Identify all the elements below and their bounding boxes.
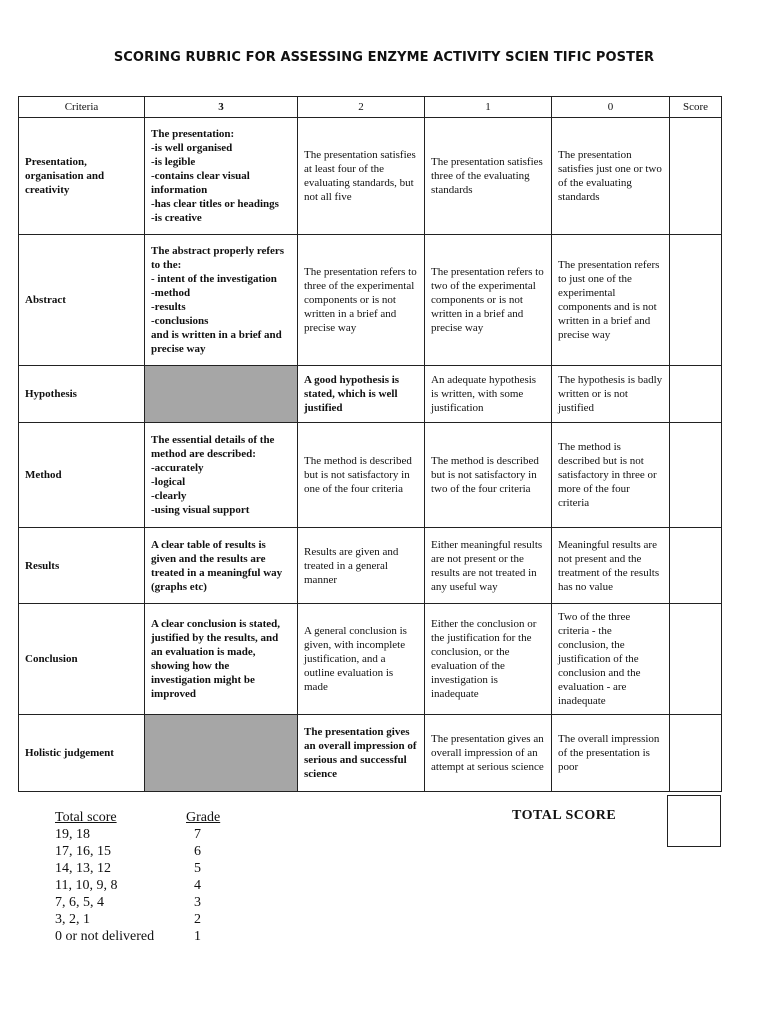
criteria-cell: Holistic judgement — [19, 715, 145, 792]
grade-value: 3 — [194, 895, 201, 910]
criteria-cell: Hypothesis — [19, 366, 145, 423]
level-1-cell: The presentation refers to two of the experimental components or is not written in a brief and precise way — [425, 235, 552, 366]
level-3-cell-empty — [145, 715, 298, 792]
level-2-cell: Results are given and treated in a general manner — [298, 528, 425, 604]
grade-value: 5 — [194, 861, 201, 876]
score-range: 0 or not delivered — [55, 929, 155, 944]
total-score-column — [55, 809, 185, 945]
level-3-cell: A clear conclusion is stated, justified by the results, and an evaluation is made, showing how the investigation might be improved — [145, 604, 298, 715]
header-2: 2 — [298, 97, 425, 118]
level-0-cell: The presentation refers to just one of the experimental components and is not written in a brief and precise way — [552, 235, 670, 366]
level-0-cell: The hypothesis is badly written or is not justified — [552, 366, 670, 423]
table-row — [19, 604, 722, 715]
criteria-cell: Abstract — [19, 235, 145, 366]
header-0: 0 — [552, 97, 670, 118]
score-cell[interactable] — [670, 528, 722, 604]
score-range: 17, 16, 15 — [55, 844, 111, 859]
score-range: 7, 6, 5, 4 — [55, 895, 104, 910]
table-row — [19, 715, 722, 792]
level-1-cell: The method is described but is not satisfactory in two of the four criteria — [425, 423, 552, 528]
level-2-cell: The presentation refers to three of the experimental components or is not written in a brief and precise way — [298, 235, 425, 366]
score-range: 19, 18 — [55, 827, 90, 842]
header-1: 1 — [425, 97, 552, 118]
score-cell[interactable] — [670, 235, 722, 366]
score-cell[interactable] — [670, 366, 722, 423]
level-0-cell: The presentation satisfies just one or two of the evaluating standards — [552, 118, 670, 235]
score-range: 3, 2, 1 — [55, 912, 90, 927]
level-0-cell: The method is described but is not satisfactory in three or more of the four criteria — [552, 423, 670, 528]
score-range: 14, 13, 12 — [55, 861, 111, 876]
level-1-cell: The presentation satisfies three of the evaluating standards — [425, 118, 552, 235]
level-3-cell-empty — [145, 366, 298, 423]
header-row — [19, 97, 722, 118]
grade-column — [186, 809, 246, 945]
level-3-cell: The essential details of the method are described: -accurately -logical -clearly -using visual support — [145, 423, 298, 528]
table-row — [19, 118, 722, 235]
header-3: 3 — [145, 97, 298, 118]
score-range: 11, 10, 9, 8 — [55, 878, 118, 893]
level-2-cell: A good hypothesis is stated, which is well justified — [298, 366, 425, 423]
total-score-box[interactable] — [667, 795, 721, 847]
grade-value: 7 — [194, 827, 201, 842]
score-cell[interactable] — [670, 604, 722, 715]
table-row — [19, 366, 722, 423]
level-2-cell: The presentation gives an overall impression of serious and successful science — [298, 715, 425, 792]
grade-value: 1 — [194, 929, 201, 944]
page-title: SCORING RUBRIC FOR ASSESSING ENZYME ACTIVITY SCIEN TIFIC POSTER — [113, 50, 655, 65]
criteria-cell: Method — [19, 423, 145, 528]
level-3-cell: The presentation: -is well organised -is legible -contains clear visual information -has clear titles or headings -is creative — [145, 118, 298, 235]
level-2-cell: A general conclusion is given, with incomplete justification, and a outline evaluation is made — [298, 604, 425, 715]
level-0-cell: Two of the three criteria - the conclusion, the justification of the conclusion and the evaluation - are inadequate — [552, 604, 670, 715]
criteria-cell: Presentation, organisation and creativity — [19, 118, 145, 235]
grade-value: 6 — [194, 844, 201, 859]
level-0-cell: Meaningful results are not present and the treatment of the results has no value — [552, 528, 670, 604]
level-2-cell: The method is described but is not satisfactory in one of the four criteria — [298, 423, 425, 528]
level-2-cell: The presentation satisfies at least four of the evaluating standards, but not all five — [298, 118, 425, 235]
score-cell[interactable] — [670, 715, 722, 792]
grade-value: 4 — [194, 878, 201, 893]
level-3-cell: The abstract properly refers to the: - intent of the investigation -method -results -conclusions and is written in a brief and precise way — [145, 235, 298, 366]
criteria-cell: Conclusion — [19, 604, 145, 715]
level-3-cell: A clear table of results is given and the results are treated in a meaningful way (graphs etc) — [145, 528, 298, 604]
level-1-cell: Either the conclusion or the justification for the conclusion, or the evaluation of the investigation is inadequate — [425, 604, 552, 715]
grade-value: 2 — [194, 912, 201, 927]
table-row — [19, 235, 722, 366]
score-cell[interactable] — [670, 118, 722, 235]
level-1-cell: An adequate hypothesis is written, with some justification — [425, 366, 552, 423]
grade-header: Grade — [186, 810, 221, 825]
header-criteria: Criteria — [19, 97, 145, 118]
rubric-table — [18, 96, 722, 792]
header-score: Score — [670, 97, 722, 118]
level-0-cell: The overall impression of the presentation is poor — [552, 715, 670, 792]
total-score-label: TOTAL SCORE — [512, 808, 617, 823]
table-row — [19, 423, 722, 528]
criteria-cell: Results — [19, 528, 145, 604]
total-score-header: Total score — [55, 810, 117, 825]
table-row — [19, 528, 722, 604]
score-cell[interactable] — [670, 423, 722, 528]
level-1-cell: The presentation gives an overall impression of an attempt at serious science — [425, 715, 552, 792]
level-1-cell: Either meaningful results are not present or the results are not treated in any useful way — [425, 528, 552, 604]
